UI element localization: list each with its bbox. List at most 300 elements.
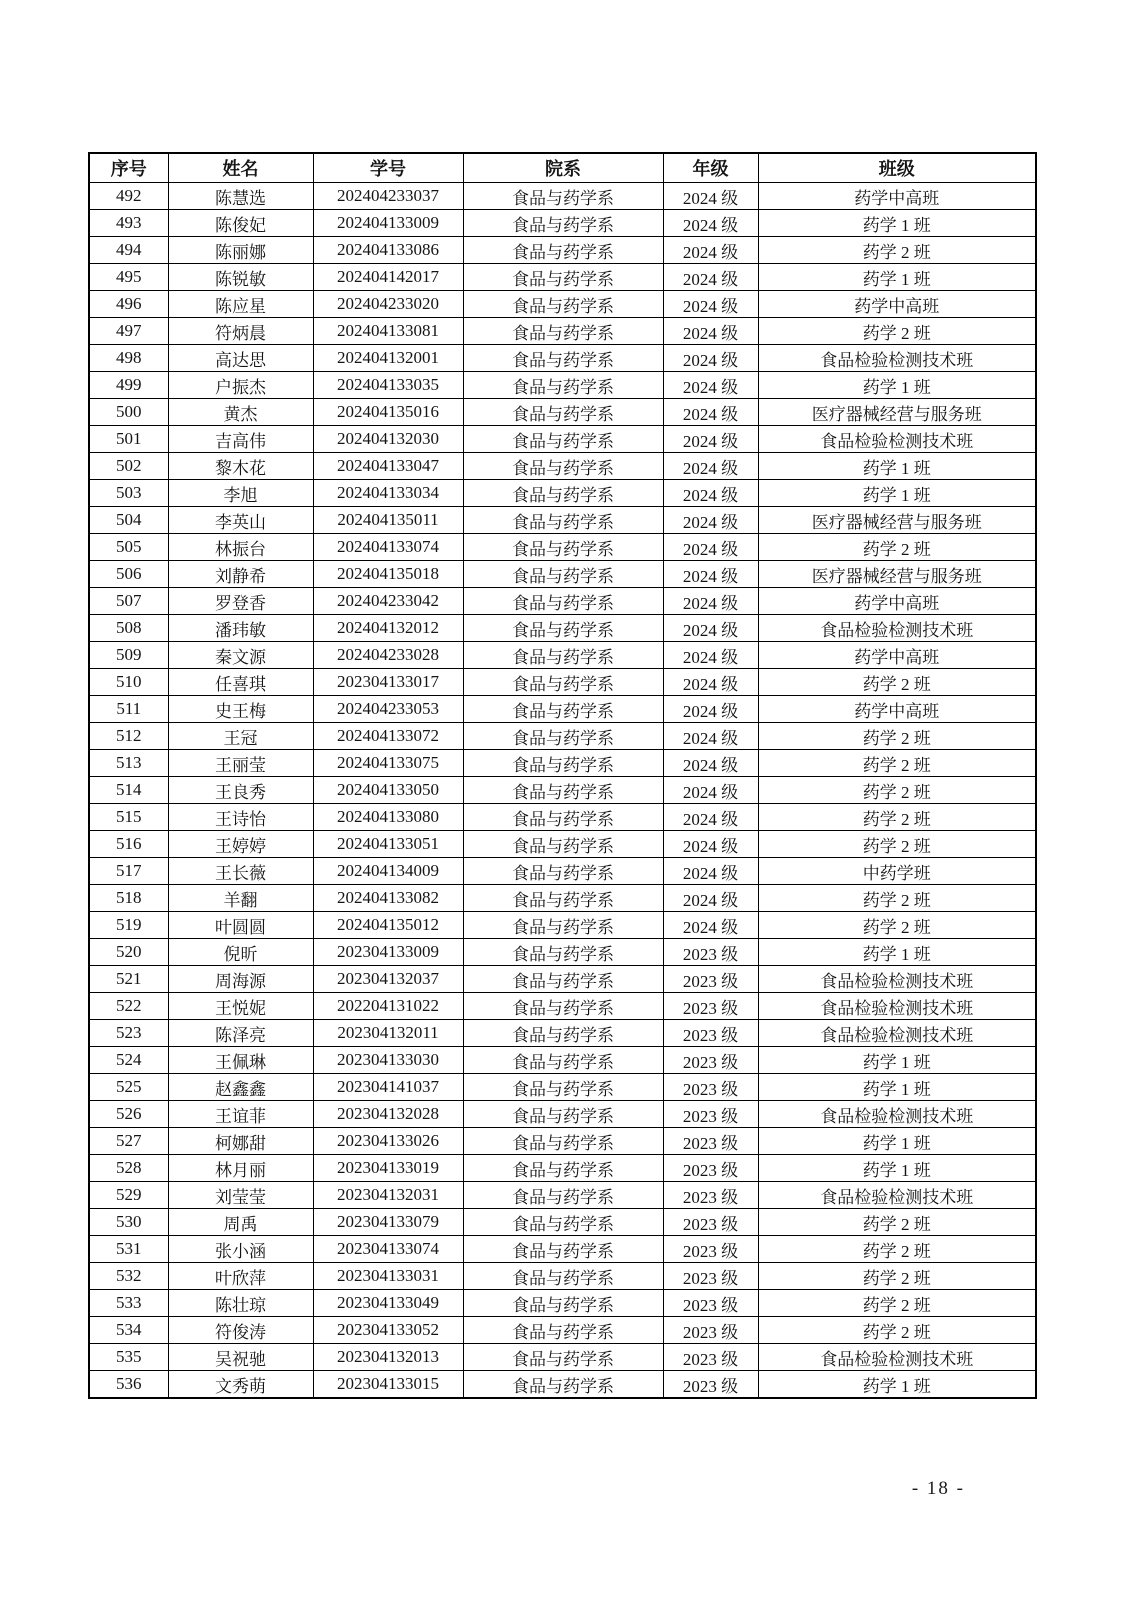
cell: 叶圆圆 [168, 912, 313, 939]
cell: 2023 级 [663, 1074, 758, 1101]
cell: 534 [89, 1317, 168, 1344]
cell: 2024 级 [663, 183, 758, 210]
table-row [89, 912, 1036, 939]
cell: 药学 2 班 [758, 1317, 1036, 1344]
column-header-5: 班级 [758, 153, 1036, 183]
cell: 陈壮琼 [168, 1290, 313, 1317]
cell: 食品与药学系 [463, 1209, 663, 1236]
cell: 495 [89, 264, 168, 291]
cell: 林振台 [168, 534, 313, 561]
table-row [89, 885, 1036, 912]
cell: 食品与药学系 [463, 399, 663, 426]
cell: 食品与药学系 [463, 939, 663, 966]
cell: 柯娜甜 [168, 1128, 313, 1155]
cell: 药学 2 班 [758, 804, 1036, 831]
cell: 符俊涛 [168, 1317, 313, 1344]
cell: 517 [89, 858, 168, 885]
table-row [89, 993, 1036, 1020]
cell: 202404135011 [313, 507, 463, 534]
cell: 王悦妮 [168, 993, 313, 1020]
table-row [89, 831, 1036, 858]
cell: 食品与药学系 [463, 1047, 663, 1074]
cell: 药学 1 班 [758, 1047, 1036, 1074]
student-roster-table [88, 152, 1037, 1399]
cell: 食品与药学系 [463, 534, 663, 561]
cell: 2023 级 [663, 1263, 758, 1290]
cell: 食品与药学系 [463, 588, 663, 615]
cell: 2024 级 [663, 912, 758, 939]
cell: 药学 2 班 [758, 237, 1036, 264]
cell: 药学 2 班 [758, 777, 1036, 804]
cell: 药学 2 班 [758, 831, 1036, 858]
cell: 食品与药学系 [463, 1317, 663, 1344]
cell: 2023 级 [663, 966, 758, 993]
cell: 2024 级 [663, 777, 758, 804]
cell: 513 [89, 750, 168, 777]
table-row [89, 183, 1036, 210]
cell: 2024 级 [663, 885, 758, 912]
cell: 医疗器械经营与服务班 [758, 399, 1036, 426]
cell: 药学 2 班 [758, 1290, 1036, 1317]
cell: 药学 1 班 [758, 264, 1036, 291]
cell: 202304133049 [313, 1290, 463, 1317]
cell: 521 [89, 966, 168, 993]
cell: 李英山 [168, 507, 313, 534]
cell: 食品与药学系 [463, 210, 663, 237]
cell: 202404133050 [313, 777, 463, 804]
cell: 2024 级 [663, 480, 758, 507]
table-row [89, 1047, 1036, 1074]
cell: 202304132028 [313, 1101, 463, 1128]
cell: 2023 级 [663, 1020, 758, 1047]
table-row [89, 210, 1036, 237]
cell: 202404132012 [313, 615, 463, 642]
cell: 药学 2 班 [758, 750, 1036, 777]
table-row [89, 264, 1036, 291]
cell: 494 [89, 237, 168, 264]
cell: 2023 级 [663, 1317, 758, 1344]
cell: 食品与药学系 [463, 993, 663, 1020]
cell: 食品检验检测技术班 [758, 1020, 1036, 1047]
cell: 2023 级 [663, 1101, 758, 1128]
table-row [89, 1371, 1036, 1399]
cell: 医疗器械经营与服务班 [758, 561, 1036, 588]
cell: 202304133015 [313, 1371, 463, 1399]
cell: 药学 2 班 [758, 669, 1036, 696]
cell: 陈俊妃 [168, 210, 313, 237]
cell: 食品与药学系 [463, 237, 663, 264]
table-row [89, 291, 1036, 318]
cell: 食品与药学系 [463, 723, 663, 750]
table-row [89, 1074, 1036, 1101]
cell: 526 [89, 1101, 168, 1128]
cell: 食品与药学系 [463, 912, 663, 939]
table-row [89, 507, 1036, 534]
cell: 202304141037 [313, 1074, 463, 1101]
cell: 500 [89, 399, 168, 426]
cell: 2024 级 [663, 399, 758, 426]
cell: 510 [89, 669, 168, 696]
cell: 药学中高班 [758, 642, 1036, 669]
cell: 潘玮敏 [168, 615, 313, 642]
table-row [89, 750, 1036, 777]
cell: 202304133031 [313, 1263, 463, 1290]
cell: 李旭 [168, 480, 313, 507]
cell: 高达思 [168, 345, 313, 372]
cell: 202404134009 [313, 858, 463, 885]
cell: 2023 级 [663, 1209, 758, 1236]
cell: 202404133086 [313, 237, 463, 264]
cell: 519 [89, 912, 168, 939]
cell: 陈慧选 [168, 183, 313, 210]
cell: 食品与药学系 [463, 372, 663, 399]
cell: 492 [89, 183, 168, 210]
cell: 食品与药学系 [463, 966, 663, 993]
cell: 202404233020 [313, 291, 463, 318]
cell: 536 [89, 1371, 168, 1399]
table-row [89, 615, 1036, 642]
cell: 202404233042 [313, 588, 463, 615]
cell: 陈锐敏 [168, 264, 313, 291]
cell: 中药学班 [758, 858, 1036, 885]
table-row [89, 453, 1036, 480]
cell: 202404233037 [313, 183, 463, 210]
cell: 药学 2 班 [758, 885, 1036, 912]
cell: 药学 1 班 [758, 453, 1036, 480]
cell: 202404132030 [313, 426, 463, 453]
cell: 药学 1 班 [758, 1074, 1036, 1101]
table-row [89, 345, 1036, 372]
cell: 505 [89, 534, 168, 561]
table-row [89, 669, 1036, 696]
cell: 202204131022 [313, 993, 463, 1020]
cell: 202304133017 [313, 669, 463, 696]
cell: 药学 2 班 [758, 912, 1036, 939]
cell: 202304132011 [313, 1020, 463, 1047]
cell: 药学中高班 [758, 588, 1036, 615]
cell: 516 [89, 831, 168, 858]
cell: 2024 级 [663, 642, 758, 669]
cell: 502 [89, 453, 168, 480]
cell: 493 [89, 210, 168, 237]
cell: 2024 级 [663, 210, 758, 237]
cell: 202404133082 [313, 885, 463, 912]
cell: 食品检验检测技术班 [758, 966, 1036, 993]
cell: 2024 级 [663, 858, 758, 885]
cell: 2023 级 [663, 1128, 758, 1155]
cell: 罗登香 [168, 588, 313, 615]
cell: 2023 级 [663, 1236, 758, 1263]
cell: 202404133075 [313, 750, 463, 777]
cell: 2023 级 [663, 1344, 758, 1371]
cell: 药学 2 班 [758, 1263, 1036, 1290]
cell: 羊翻 [168, 885, 313, 912]
cell: 2024 级 [663, 291, 758, 318]
cell: 食品与药学系 [463, 291, 663, 318]
cell: 520 [89, 939, 168, 966]
cell: 2024 级 [663, 696, 758, 723]
cell: 食品与药学系 [463, 1236, 663, 1263]
cell: 202304133052 [313, 1317, 463, 1344]
table-row [89, 777, 1036, 804]
cell: 食品与药学系 [463, 669, 663, 696]
column-header-3: 院系 [463, 153, 663, 183]
cell: 食品与药学系 [463, 453, 663, 480]
cell: 202304133026 [313, 1128, 463, 1155]
cell: 202404133074 [313, 534, 463, 561]
table-row [89, 939, 1036, 966]
table-row [89, 561, 1036, 588]
cell: 2024 级 [663, 588, 758, 615]
cell: 531 [89, 1236, 168, 1263]
table-row [89, 399, 1036, 426]
cell: 524 [89, 1047, 168, 1074]
table-row [89, 1182, 1036, 1209]
table-header-row [89, 153, 1036, 183]
cell: 食品检验检测技术班 [758, 993, 1036, 1020]
cell: 498 [89, 345, 168, 372]
cell: 食品与药学系 [463, 1182, 663, 1209]
cell: 任喜琪 [168, 669, 313, 696]
cell: 陈应星 [168, 291, 313, 318]
cell: 文秀萌 [168, 1371, 313, 1399]
cell: 503 [89, 480, 168, 507]
cell: 药学 1 班 [758, 372, 1036, 399]
cell: 药学 2 班 [758, 1236, 1036, 1263]
cell: 食品与药学系 [463, 1020, 663, 1047]
cell: 202304133030 [313, 1047, 463, 1074]
cell: 2024 级 [663, 318, 758, 345]
cell: 药学 1 班 [758, 1155, 1036, 1182]
cell: 倪昕 [168, 939, 313, 966]
cell: 202404233028 [313, 642, 463, 669]
table-row [89, 1128, 1036, 1155]
table-row [89, 1263, 1036, 1290]
cell: 2023 级 [663, 1371, 758, 1399]
cell: 食品与药学系 [463, 777, 663, 804]
cell: 食品检验检测技术班 [758, 1344, 1036, 1371]
cell: 食品与药学系 [463, 345, 663, 372]
cell: 食品与药学系 [463, 750, 663, 777]
cell: 2024 级 [663, 426, 758, 453]
cell: 食品与药学系 [463, 804, 663, 831]
cell: 2023 级 [663, 993, 758, 1020]
cell: 515 [89, 804, 168, 831]
cell: 黎木花 [168, 453, 313, 480]
cell: 202404133009 [313, 210, 463, 237]
table-row [89, 1155, 1036, 1182]
cell: 黄杰 [168, 399, 313, 426]
table-row [89, 318, 1036, 345]
cell: 202404132001 [313, 345, 463, 372]
cell: 528 [89, 1155, 168, 1182]
cell: 陈丽娜 [168, 237, 313, 264]
cell: 食品与药学系 [463, 831, 663, 858]
cell: 周海源 [168, 966, 313, 993]
cell: 张小涵 [168, 1236, 313, 1263]
cell: 2024 级 [663, 264, 758, 291]
table-body [89, 183, 1036, 1399]
cell: 叶欣萍 [168, 1263, 313, 1290]
cell: 497 [89, 318, 168, 345]
cell: 食品与药学系 [463, 183, 663, 210]
cell: 202304132037 [313, 966, 463, 993]
table-row [89, 534, 1036, 561]
cell: 吉高伟 [168, 426, 313, 453]
cell: 医疗器械经营与服务班 [758, 507, 1036, 534]
cell: 药学 1 班 [758, 1128, 1036, 1155]
cell: 202404133081 [313, 318, 463, 345]
cell: 王长薇 [168, 858, 313, 885]
table-row [89, 723, 1036, 750]
table-row [89, 642, 1036, 669]
cell: 2024 级 [663, 561, 758, 588]
cell: 刘静希 [168, 561, 313, 588]
cell: 食品与药学系 [463, 615, 663, 642]
cell: 药学中高班 [758, 183, 1036, 210]
cell: 202404133051 [313, 831, 463, 858]
cell: 食品与药学系 [463, 642, 663, 669]
cell: 523 [89, 1020, 168, 1047]
cell: 药学 1 班 [758, 939, 1036, 966]
cell: 202404133035 [313, 372, 463, 399]
cell: 2024 级 [663, 345, 758, 372]
cell: 499 [89, 372, 168, 399]
table-row [89, 1209, 1036, 1236]
table-row [89, 696, 1036, 723]
cell: 202404133072 [313, 723, 463, 750]
cell: 药学 1 班 [758, 480, 1036, 507]
cell: 食品检验检测技术班 [758, 615, 1036, 642]
cell: 林月丽 [168, 1155, 313, 1182]
page-number: - 18 - [911, 1478, 965, 1499]
cell: 202304133079 [313, 1209, 463, 1236]
table-row [89, 372, 1036, 399]
cell: 202304133074 [313, 1236, 463, 1263]
cell: 508 [89, 615, 168, 642]
cell: 赵鑫鑫 [168, 1074, 313, 1101]
cell: 2024 级 [663, 507, 758, 534]
cell: 2023 级 [663, 1155, 758, 1182]
cell: 532 [89, 1263, 168, 1290]
cell: 食品与药学系 [463, 1344, 663, 1371]
cell: 食品与药学系 [463, 1263, 663, 1290]
cell: 食品检验检测技术班 [758, 1101, 1036, 1128]
table-row [89, 1344, 1036, 1371]
cell: 202404135018 [313, 561, 463, 588]
cell: 吴祝驰 [168, 1344, 313, 1371]
cell: 食品与药学系 [463, 1074, 663, 1101]
cell: 药学 2 班 [758, 318, 1036, 345]
cell: 506 [89, 561, 168, 588]
cell: 2023 级 [663, 1290, 758, 1317]
column-header-2: 学号 [313, 153, 463, 183]
table-row [89, 1290, 1036, 1317]
cell: 药学 1 班 [758, 210, 1036, 237]
cell: 533 [89, 1290, 168, 1317]
cell: 食品检验检测技术班 [758, 1182, 1036, 1209]
table-row [89, 426, 1036, 453]
cell: 食品与药学系 [463, 318, 663, 345]
cell: 2024 级 [663, 372, 758, 399]
cell: 501 [89, 426, 168, 453]
cell: 药学中高班 [758, 696, 1036, 723]
cell: 202404135012 [313, 912, 463, 939]
cell: 202404142017 [313, 264, 463, 291]
column-header-1: 姓名 [168, 153, 313, 183]
cell: 2023 级 [663, 939, 758, 966]
cell: 食品与药学系 [463, 1290, 663, 1317]
cell: 202404233053 [313, 696, 463, 723]
cell: 2024 级 [663, 831, 758, 858]
cell: 2024 级 [663, 534, 758, 561]
cell: 2024 级 [663, 615, 758, 642]
cell: 202404133080 [313, 804, 463, 831]
cell: 食品与药学系 [463, 480, 663, 507]
cell: 药学 1 班 [758, 1371, 1036, 1399]
cell: 507 [89, 588, 168, 615]
cell: 202404133034 [313, 480, 463, 507]
cell: 户振杰 [168, 372, 313, 399]
cell: 2023 级 [663, 1182, 758, 1209]
cell: 530 [89, 1209, 168, 1236]
cell: 2024 级 [663, 237, 758, 264]
cell: 食品与药学系 [463, 696, 663, 723]
cell: 食品与药学系 [463, 1371, 663, 1399]
cell: 食品与药学系 [463, 858, 663, 885]
cell: 王冠 [168, 723, 313, 750]
table-row [89, 1101, 1036, 1128]
cell: 522 [89, 993, 168, 1020]
cell: 王良秀 [168, 777, 313, 804]
cell: 511 [89, 696, 168, 723]
table-row [89, 480, 1036, 507]
cell: 食品与药学系 [463, 426, 663, 453]
cell: 食品与药学系 [463, 1155, 663, 1182]
cell: 518 [89, 885, 168, 912]
cell: 202304133019 [313, 1155, 463, 1182]
cell: 527 [89, 1128, 168, 1155]
table-row [89, 1020, 1036, 1047]
cell: 史王梅 [168, 696, 313, 723]
cell: 食品与药学系 [463, 885, 663, 912]
cell: 王丽莹 [168, 750, 313, 777]
cell: 王诗怡 [168, 804, 313, 831]
cell: 食品与药学系 [463, 561, 663, 588]
cell: 王佩琳 [168, 1047, 313, 1074]
cell: 504 [89, 507, 168, 534]
cell: 202304132031 [313, 1182, 463, 1209]
cell: 202304133009 [313, 939, 463, 966]
cell: 2023 级 [663, 1047, 758, 1074]
cell: 2024 级 [663, 723, 758, 750]
cell: 512 [89, 723, 168, 750]
cell: 529 [89, 1182, 168, 1209]
cell: 2024 级 [663, 669, 758, 696]
table-row [89, 804, 1036, 831]
cell: 陈泽亮 [168, 1020, 313, 1047]
cell: 514 [89, 777, 168, 804]
table-row [89, 966, 1036, 993]
cell: 食品检验检测技术班 [758, 345, 1036, 372]
cell: 秦文源 [168, 642, 313, 669]
cell: 王谊菲 [168, 1101, 313, 1128]
cell: 2024 级 [663, 804, 758, 831]
cell: 药学 2 班 [758, 1209, 1036, 1236]
cell: 食品与药学系 [463, 1101, 663, 1128]
column-header-0: 序号 [89, 153, 168, 183]
cell: 食品与药学系 [463, 507, 663, 534]
